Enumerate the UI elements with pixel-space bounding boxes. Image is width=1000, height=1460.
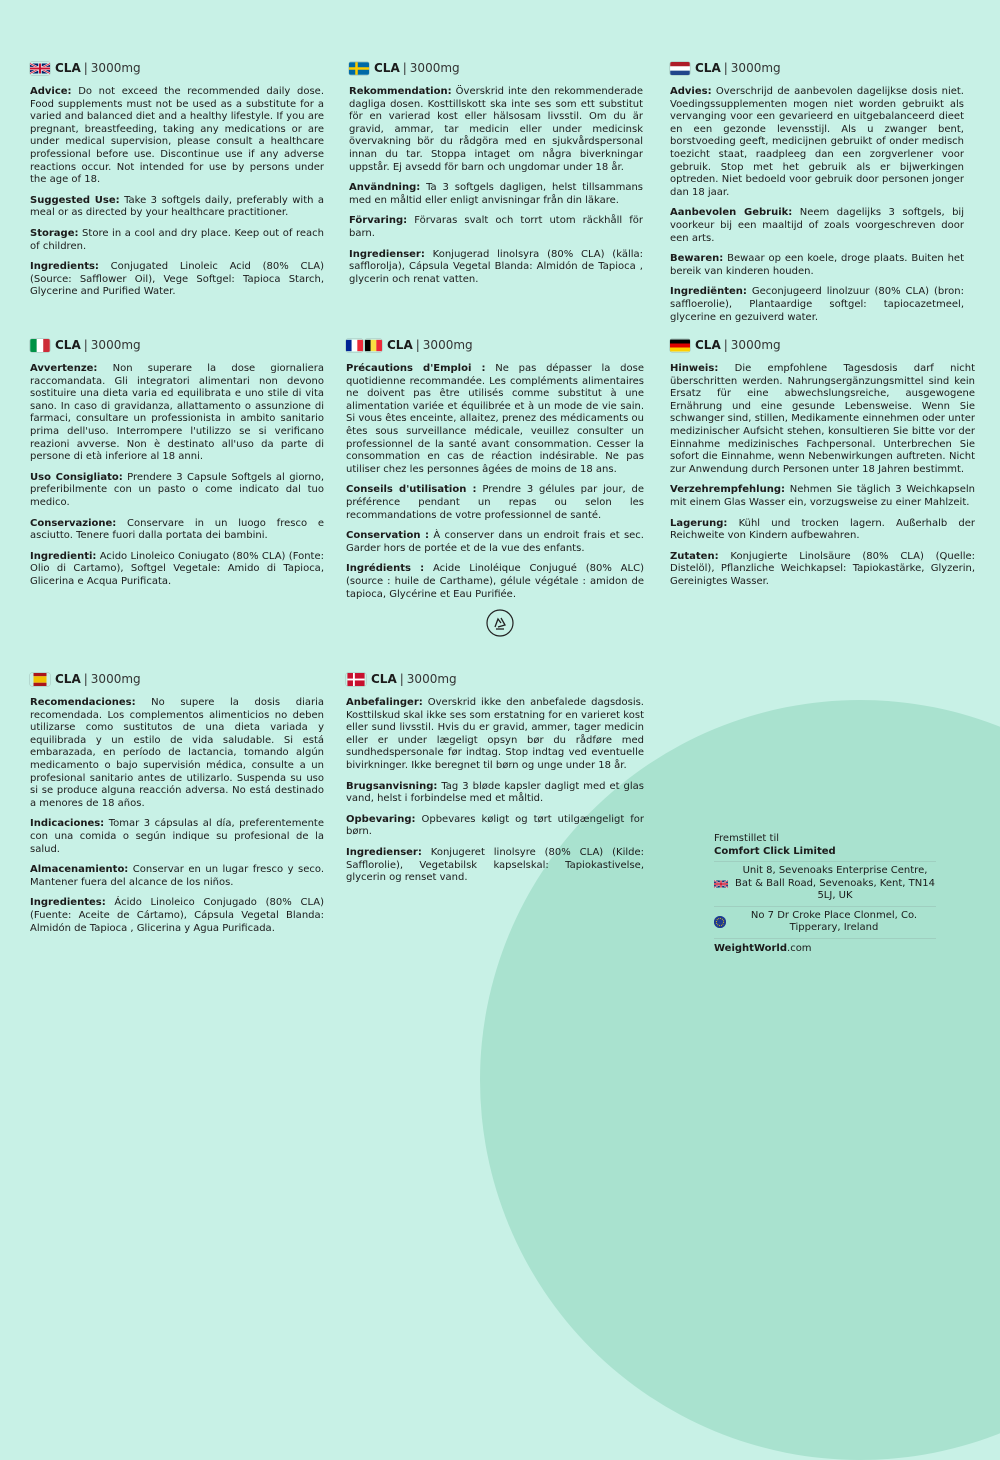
section-de <box>670 336 975 597</box>
section-header <box>349 59 643 77</box>
product-dose: 3000mg <box>730 60 781 75</box>
section-header <box>346 336 644 354</box>
storage-text: Lagerung: Kühl und trocken lagern. Außerhalb der Reichweite von Kindern aufbewahren. <box>670 517 975 542</box>
advice-text: Précautions d'Emploi : Ne pas dépasser la dose quotidienne recommandée. Les compléments alimentaires ne doivent pas être utilisés comme substitut à une alimentation variée et équilibrée et à un mode de vie sain. Si vous êtes enceinte, allaitez, prenez des médicaments ou êtes sous surveillance médicale, veuillez consulter un professionnel de la santé avant consommation. Cesser la consommation en cas de réaction indésirable. Ne pas utiliser chez les personnes âgées de moins de 18 ans. <box>346 363 645 475</box>
brand-logo: WeightWorld.com <box>714 942 812 954</box>
section-header <box>30 670 324 688</box>
section-header <box>30 336 324 354</box>
advice-text: Advies: Overschrijd de aanbevolen dagelijkse dosis niet. Voedingssupplementen mogen niet worden gebruikt als vervanging voor een gevarieerd en uitgebalanceerd dieet en een gezonde levensstijl. Als u zwanger bent, borstvoeding geeft, medicijnen gebruikt of onder medisch toezicht staat, raadpleeg dan een zorgverlener voor gebruik. Stop met het gebruik als er bijwerkingen optreden. Niet bedoeld voor gebruik door personen jonger dan 18 jaar. <box>670 86 964 198</box>
brand-row <box>714 938 936 959</box>
separator: | <box>83 671 88 686</box>
ingredients-text: Ingrediënten: Geconjugeerd linolzuur (80% CLA) (bron: saffloerolie), Plantaardige softgel: tapiocazetmeel, glycerine en gezuiverd water. <box>670 286 964 323</box>
section-header <box>346 670 644 688</box>
usage-text: Conseils d'utilisation : Prendre 3 gélules par jour, de préférence pendant un repas ou selon les recommandations de votre professionnel de santé. <box>346 484 644 521</box>
product-name: CLA <box>55 60 81 75</box>
product-dose: 3000mg <box>90 60 141 75</box>
section-header <box>670 336 975 354</box>
product-dose: 3000mg <box>730 337 781 352</box>
separator: | <box>402 60 407 75</box>
product-dose: 3000mg <box>422 337 473 352</box>
usage-text: Brugsanvisning: Tag 3 bløde kapsler dagligt med et glas vand, helst i forbindelse med et måltid. <box>346 780 644 805</box>
france-flag-icon <box>346 339 363 352</box>
product-name: CLA <box>695 337 721 352</box>
ingredients-text: Ingredienser: Konjugerad linolsyra (80% CLA) (källa: safflorolja), Cápsula Vegetal Blanda: Almidón de Tapioca , glycerin och renat vatten. <box>349 248 643 285</box>
denmark-flag-icon <box>346 673 366 686</box>
advice-text: Advice: Do not exceed the recommended daily dose. Food supplements must not be used as a substitute for a varied and balanced diet and a healthy lifestyle. If you are pregnant, breastfeeding, taking any medications or are under medical supervision, please consult a healthcare professional before use. Discontinue use if any adverse reactions occur. Not intended for use by persons under the age of 18. <box>30 86 324 186</box>
netherlands-flag-icon <box>670 62 690 75</box>
separator: | <box>723 337 728 352</box>
ingredients-text: Ingredients: Conjugated Linoleic Acid (80% CLA) (Source: Safflower Oil), Vege Softgel: Tapioca Starch, Glycerine and Purified Water. <box>30 261 324 298</box>
usage-text: Användning: Ta 3 softgels dagligen, helst tillsammans med en måltid eller enligt anvisningar från din läkare. <box>349 182 643 206</box>
section-es <box>30 670 324 943</box>
section-en <box>30 59 324 307</box>
ie-address-row <box>714 906 936 938</box>
product-name: CLA <box>55 671 81 686</box>
ingredients-text: Ingredienti: Acido Linoleico Coniugato (80% CLA) (Fonte: Olio di Cartamo), Softgel Vegetale: Amido di Tapioca, Glicerina e Acqua Purificata. <box>30 550 324 587</box>
product-dose: 3000mg <box>90 337 141 352</box>
product-name: CLA <box>374 60 400 75</box>
usage-text: Suggested Use: Take 3 softgels daily, preferably with a meal or as directed by your healthcare practitioner. <box>30 194 324 219</box>
separator: | <box>83 337 88 352</box>
usage-text: Indicaciones: Tomar 3 cápsulas al día, preferentemente con una comida o según indique su profesional de la salud. <box>30 818 324 855</box>
section-header <box>670 59 964 77</box>
product-name: CLA <box>695 60 721 75</box>
separator: | <box>399 671 404 686</box>
separator: | <box>415 337 420 352</box>
storage-text: Bewaren: Bewaar op een koele, droge plaats. Buiten het bereik van kinderen houden. <box>670 253 964 277</box>
sweden-flag-icon <box>349 62 369 75</box>
belgium-flag-icon <box>365 339 382 352</box>
section-da <box>346 670 644 893</box>
france-belgium-flags <box>346 339 382 352</box>
ingredients-text: Ingredienser: Konjugeret linolsyre (80% CLA) (Kilde: Safflorolie), Vegetabilsk kapselskal: Tapiokastivelse, glycerin og renset vand. <box>346 846 644 884</box>
uk-flag-icon <box>714 879 728 889</box>
ie-address: No 7 Dr Croke Place Clonmel, Co. Tipperary, Ireland <box>750 909 918 933</box>
storage-text: Förvaring: Förvaras svalt och torrt utom räckhåll för barn. <box>349 215 643 239</box>
product-dose: 3000mg <box>406 671 457 686</box>
advice-text: Hinweis: Die empfohlene Tagesdosis darf nicht überschritten werden. Nahrungsergänzungsmittel sind kein Ersatz für eine abwechslungsreiche, ausgewogene Ernährung und eine gesunde Lebensweise. Wenn Sie schwanger sind, stillen, Medikamente einnehmen oder unter medizinischer Aufsicht stehen, konsultieren Sie bitte vor der Einnahme medizinisches Fachpersonal. Unterbrechen Sie sofort die Einnahme, wenn Nebenwirkungen auftreten. Nicht zur Anwendung durch Personen unter 18 Jahren bestimmt. <box>670 363 975 475</box>
storage-text: Conservation : À conserver dans un endroit frais et sec. Garder hors de portée et de la vue des enfants. <box>346 530 644 554</box>
advice-text: Avvertenze: Non superare la dose giornaliera raccomandata. Gli integratori alimentari non devono sostituire una dieta varia ed equilibrata e uno stile di vita sano. In caso di gravidanza, allattamento o assunzione di farmaci, consultare un professionista in ambito sanitario prima dell'uso. Interrompere l'utilizzo se si verificano reazioni avverse. Non è destinato all'uso da parte di persone di età inferiore al 18 anni. <box>30 363 324 463</box>
section-sv <box>349 59 643 294</box>
uk-flag-icon <box>30 62 50 75</box>
uk-address: Unit 8, Sevenoaks Enterprise Centre, Bat & Ball Road, Sevenoaks, Kent, TN14 5LJ, UK <box>735 865 935 901</box>
product-name: CLA <box>387 337 413 352</box>
germany-flag-icon <box>670 339 690 352</box>
usage-text: Verzehrempfehlung: Nehmen Sie täglich 3 Weichkapseln mit einem Glas Wasser ein, vorzugsweise zu einer Mahlzeit. <box>670 484 975 508</box>
product-name: CLA <box>55 337 81 352</box>
section-fr <box>346 336 644 637</box>
manufacturer-intro: Fremstillet til <box>714 833 780 844</box>
separator: | <box>723 60 728 75</box>
advice-text: Recomendaciones: No supere la dosis diaria recomendada. Los complementos alimenticios no deben utilizarse como sustitutos de una dieta variada y equilibrada y un estilo de vida saludable. Si está embarazada, en período de lactancia, tomando algún medicamento o bajo supervisión médica, consulte a un profesional sanitario antes de utilizarlo. Suspenda su uso si se produce alguna reacción adversa. No está destinado a menores de 18 años. <box>30 697 324 809</box>
product-dose: 3000mg <box>409 60 460 75</box>
advice-text: Anbefalinger: Overskrid ikke den anbefalede dagsdosis. Kosttilskud skal ikke ses som erstatning for en varieret kost eller sund livsstil. Hvis du er gravid, ammer, tager medicin eller er under lægeligt opsyn bør du rådføre med sundhedspersonale før indtag. Stop indtag ved eventuelle bivirkninger. Ikke beregnet til børn og unge under 18 år. <box>346 697 644 771</box>
storage-text: Opbevaring: Opbevares køligt og tørt utilgængeligt for børn. <box>346 813 644 838</box>
italy-flag-icon <box>30 339 50 352</box>
storage-text: Conservazione: Conservare in un luogo fresco e asciutto. Tenere fuori dalla portata dei bambini. <box>30 517 324 542</box>
section-nl <box>670 59 964 332</box>
product-dose: 3000mg <box>90 671 141 686</box>
section-it <box>30 336 324 597</box>
spain-flag-icon <box>30 673 50 686</box>
usage-text: Aanbevolen Gebruik: Neem dagelijks 3 softgels, bij voorkeur bij een maaltijd of zoals voorgeschreven door een arts. <box>670 207 964 244</box>
product-name: CLA <box>371 671 397 686</box>
eu-flag-icon <box>714 916 726 928</box>
recycle-icon <box>486 609 514 637</box>
manufacturer-company: Comfort Click Limited <box>714 845 836 857</box>
advice-text: Rekommendation: Överskrid inte den rekommenderade dagliga dosen. Kosttillskott ska inte ses som ett substitut för en varierad kost eller hälsosam livsstil. Om du är gravid, ammar, tar medicin eller under medicinsk övervakning bör du rådgöra med en sjukvårdspersonal innan du tar. Stoppa intaget om några biverkningar uppstår. Ej avsedd för barn och ungdomar under 18 år. <box>349 86 643 173</box>
storage-text: Almacenamiento: Conservar en un lugar fresco y seco. Mantener fuera del alcance de los niños. <box>30 864 324 888</box>
ingredients-text: Zutaten: Konjugierte Linolsäure (80% CLA) (Quelle: Distelöl), Pflanzliche Weichkapsel: Tapiokastärke, Glyzerin, Gereinigtes Wasser. <box>670 550 975 587</box>
manufacturer-info <box>714 833 936 958</box>
ingredients-text: Ingrédients : Acide Linoléique Conjugué (80% ALC) (source : huile de Carthame), gélule végétale : amidon de tapioca, Glycérine et Eau Purifiée. <box>346 563 644 600</box>
section-header <box>30 59 324 77</box>
separator: | <box>83 60 88 75</box>
storage-text: Storage: Store in a cool and dry place. Keep out of reach of children. <box>30 227 324 252</box>
uk-address-row <box>714 861 936 906</box>
ingredients-text: Ingredientes: Ácido Linoleico Conjugado (80% CLA) (Fuente: Aceite de Cártamo), Cápsula Vegetal Blanda: Almidón de Tapioca , Glicerina y Agua Purificada. <box>30 897 324 934</box>
usage-text: Uso Consigliato: Prendere 3 Capsule Softgels al giorno, preferibilmente con un pasto o come indicato dal tuo medico. <box>30 471 325 508</box>
